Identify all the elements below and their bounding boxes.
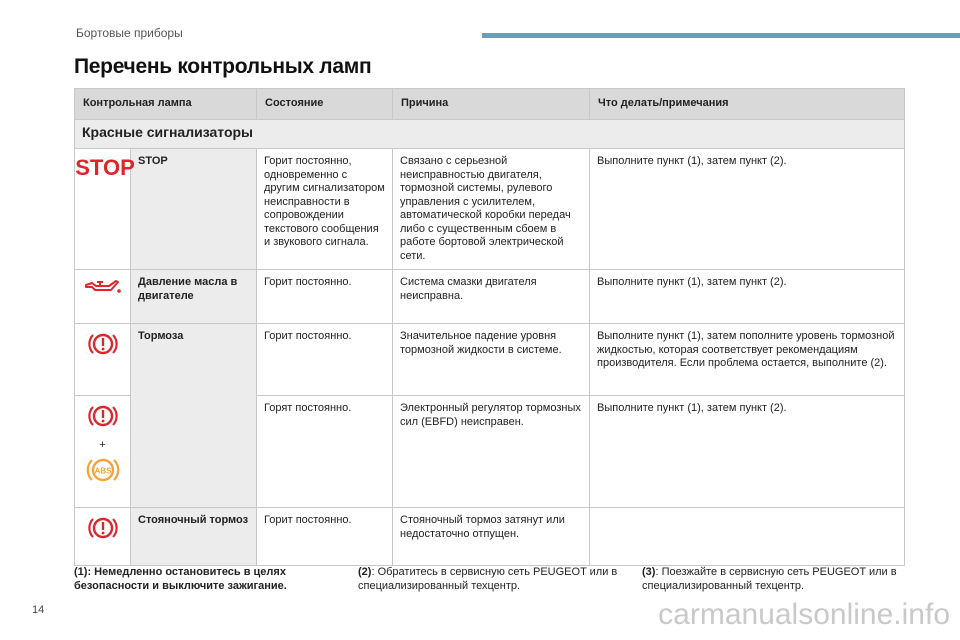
footnote-1-text: : Немедленно остановитесь в целях безопасности и выключите зажигание. xyxy=(74,566,287,592)
lamp-icon-cell xyxy=(75,149,135,270)
abs-icon xyxy=(86,456,120,484)
table-header-row xyxy=(75,89,905,120)
page-number: 14 xyxy=(32,604,45,616)
brake-warning-icon xyxy=(87,330,119,358)
column-header-action: Что делать/примечания xyxy=(590,89,905,120)
plus-sign: + xyxy=(99,438,106,451)
lamp-icon-cell xyxy=(75,508,131,566)
brake-warning-icon xyxy=(87,402,119,430)
warning-lamps-table xyxy=(74,88,905,566)
page-title: Перечень контрольных ламп xyxy=(74,55,372,78)
lamp-action: Выполните пункт (1), затем пункт (2). xyxy=(590,149,905,270)
watermark: carmanualsonline.info xyxy=(658,598,950,631)
table-row xyxy=(75,508,905,566)
lamp-icon-cell xyxy=(75,270,131,324)
lamp-cause: Значительное падение уровня тормозной жидкости в системе. xyxy=(393,324,590,396)
lamp-state: Горит постоянно. xyxy=(257,508,393,566)
table-row xyxy=(75,324,905,396)
footnote-2-number: (2) xyxy=(358,566,372,578)
lamp-icon-cell xyxy=(75,324,131,396)
lamp-action: Выполните пункт (1), затем пункт (2). xyxy=(590,396,905,508)
lamp-action: Выполните пункт (1), затем пункт (2). xyxy=(590,270,905,324)
footnote-1 xyxy=(74,566,314,593)
lamp-name: STOP xyxy=(131,149,257,270)
group-title: Красные сигнализаторы xyxy=(75,120,905,149)
section-title: Бортовые приборы xyxy=(76,26,183,40)
parking-brake-icon xyxy=(87,514,119,542)
header-accent-bar xyxy=(482,33,960,38)
footnote-3 xyxy=(642,566,904,593)
lamp-state: Горят постоянно. xyxy=(257,396,393,508)
lamp-action: Выполните пункт (1), затем пополните уровень тормозной жидкостью, которая соответствует рекомендациям производителя. Если проблема остается, выполните (2). xyxy=(590,324,905,396)
table-row xyxy=(75,149,905,270)
lamp-name: Тормоза xyxy=(131,324,257,508)
abs-icon-text: ABS xyxy=(94,466,111,476)
footnote-1-number: (1) xyxy=(74,566,88,578)
lamp-icon-cell xyxy=(75,396,131,508)
lamp-cause: Система смазки двигателя неисправна. xyxy=(393,270,590,324)
oil-pressure-icon xyxy=(83,276,123,296)
lamp-state: Горит постоянно, одновременно с другим сигнализатором неисправности в сопровождении текстового сообщения и звукового сигнала. xyxy=(257,149,393,270)
column-header-state: Состояние xyxy=(257,89,393,120)
lamp-name: Давление масла в двигателе xyxy=(131,270,257,324)
footnote-2 xyxy=(358,566,618,593)
lamp-cause: Электронный регулятор тормозных сил (EBFD) неисправен. xyxy=(393,396,590,508)
footnote-3-text: : Поезжайте в сервисную сеть PEUGEOT или в специализированный техцентр. xyxy=(642,566,897,592)
stop-icon xyxy=(75,155,135,180)
table-row xyxy=(75,270,905,324)
column-header-lamp: Контрольная лампа xyxy=(75,89,257,120)
footnote-2-text: : Обратитесь в сервисную сеть PEUGEOT или в специализированный техцентр. xyxy=(358,566,618,592)
column-header-cause: Причина xyxy=(393,89,590,120)
footnote-3-number: (3) xyxy=(642,566,656,578)
lamp-name: Стояночный тормоз xyxy=(131,508,257,566)
lamp-action xyxy=(590,508,905,566)
lamp-state: Горит постоянно. xyxy=(257,324,393,396)
stop-icon-text: STOP xyxy=(75,155,135,180)
group-row xyxy=(75,120,905,149)
lamp-cause: Стояночный тормоз затянут или недостаточно отпущен. xyxy=(393,508,590,566)
lamp-state: Горит постоянно. xyxy=(257,270,393,324)
lamp-cause: Связано с серьезной неисправностью двигателя, тормозной системы, рулевого управления с усилителем, автоматической коробки передач либо с существенным сбоем в работе бортовой электрической сети. xyxy=(393,149,590,270)
